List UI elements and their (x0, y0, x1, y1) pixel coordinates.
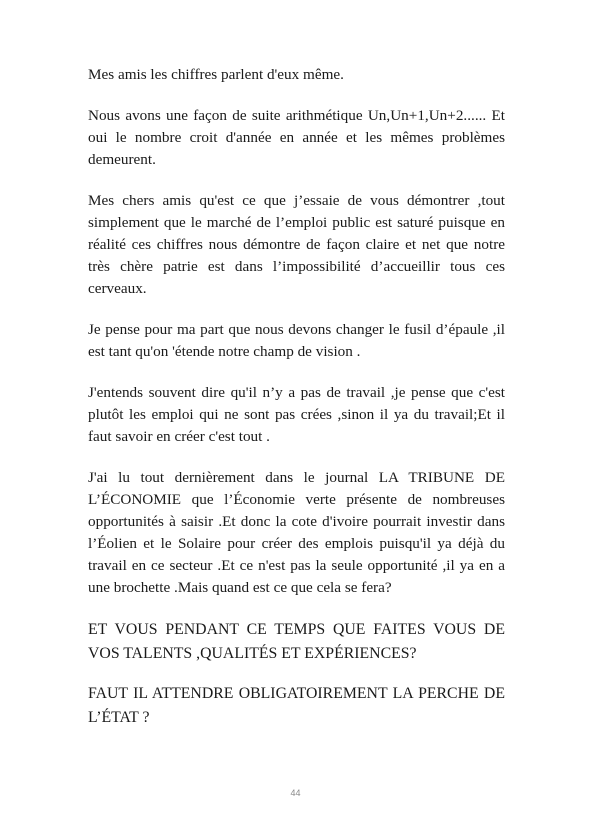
paragraph-5: J'entends souvent dire qu'il n’y a pas de travail ,je pense que c'est plutôt les emploi qui ne sont pas crées ,sinon il ya du travail;Et il faut savoir en créer c'est tout . (88, 384, 505, 445)
page-number: 44 (290, 788, 301, 798)
paragraph-2: Nous avons une façon de suite arithmétique Un,Un+1,Un+2...... Et oui le nombre croit d'année en année et les mêmes problèmes demeurent. (88, 107, 505, 168)
paragraph-3: Mes chers amis qu'est ce que j’essaie de vous démontrer ,tout simplement que le marché de l’emploi public est saturé puisque en réalité ces chiffres nous démontre de façon claire et net que notre très chère patrie est dans l’impossibilité d’accueillir tous ces cerveaux. (88, 192, 505, 297)
paragraph-7: ET VOUS PENDANT CE TEMPS QUE FAITES VOUS DE VOS TALENTS ,QUALITÉS ET EXPÉRIENCES? (88, 621, 505, 662)
paragraph-4: Je pense pour ma part que nous devons changer le fusil d’épaule ,il est tant qu'on 'étende notre champ de vision . (88, 321, 505, 360)
page-body (88, 64, 505, 746)
paragraph-8: FAUT IL ATTENDRE OBLIGATOIREMENT LA PERCHE DE L’ÉTAT ? (88, 685, 505, 726)
paragraph-6: J'ai lu tout dernièrement dans le journal LA TRIBUNE DE L’ÉCONOMIE que l’Économie verte présente de nombreuses opportunités à saisir .Et donc la cote d'ivoire pourrait investir dans l’Éolien et le Solaire pour créer des emplois puisqu'il ya déjà du travail en ce secteur .Et ce n'est pas la seule opportunité ,il ya en a une brochette .Mais quand est ce que cela se fera? (88, 469, 505, 596)
paragraph-1: Mes amis les chiffres parlent d'eux même. (88, 66, 344, 83)
